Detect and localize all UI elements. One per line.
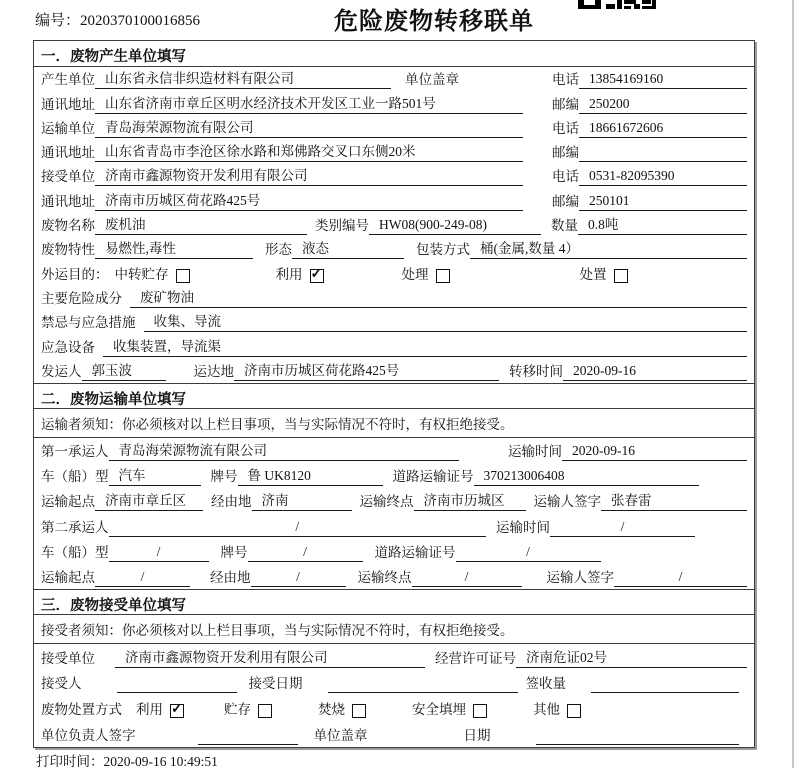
row-transfer-purpose bbox=[34, 261, 754, 285]
zip-label: 邮编 bbox=[552, 193, 579, 209]
address-label: 通讯地址 bbox=[41, 96, 95, 112]
row-emergency-equipment bbox=[34, 334, 754, 358]
waste-name-value: 废机油 bbox=[95, 213, 307, 235]
row-route-2 bbox=[34, 564, 754, 589]
carrier-signature-label: 运输人签字 bbox=[533, 494, 601, 510]
vehicle-type-value: 汽车 bbox=[109, 464, 201, 486]
disposal-other-checkbox bbox=[567, 704, 581, 718]
treat-checkbox bbox=[436, 269, 450, 283]
shipper-label: 发运人 bbox=[41, 363, 82, 379]
destination-label: 运达地 bbox=[193, 363, 234, 379]
transfer-time-label: 转移时间 bbox=[509, 363, 563, 379]
transporter-label: 运输单位 bbox=[41, 120, 95, 136]
producer-value: 山东省永信非织造材料有限公司 bbox=[95, 67, 391, 89]
producer-zip-value: 250200 bbox=[579, 96, 747, 114]
disposal-storage-checkbox bbox=[258, 704, 272, 718]
row-waste-name bbox=[34, 213, 754, 237]
row-shipper bbox=[34, 359, 754, 383]
emergency-equipment-label: 应急设备 bbox=[41, 339, 95, 355]
doc-number-label: 编号： bbox=[35, 13, 81, 29]
transit-storage-checkbox bbox=[176, 269, 190, 283]
option-label: 其他 bbox=[533, 702, 560, 718]
received-amount-value bbox=[591, 691, 739, 693]
transport-time-value: 2020-09-16 bbox=[562, 443, 747, 461]
row-second-carrier bbox=[34, 513, 754, 538]
row-receiver bbox=[34, 164, 754, 188]
producer-address-value: 山东省济南市章丘区明水经济技术开发区工业一路501号 bbox=[95, 92, 523, 114]
shipper-value: 郭玉波 bbox=[82, 359, 166, 381]
purpose-option-dispose bbox=[580, 263, 628, 284]
print-time-label: 打印时间： bbox=[36, 754, 104, 768]
zip-label: 邮编 bbox=[552, 145, 579, 161]
waste-traits-value: 易燃性,毒性 bbox=[95, 237, 253, 259]
section2-header: 二．废物运输单位填写 bbox=[34, 383, 754, 409]
section3-header: 三．废物接受单位填写 bbox=[34, 589, 754, 615]
first-carrier-value: 青岛海荣源物流有限公司 bbox=[109, 439, 459, 461]
row-route-1 bbox=[34, 488, 754, 513]
second-carrier-label: 第二承运人 bbox=[41, 519, 109, 535]
option-label: 处理 bbox=[401, 266, 429, 282]
receiver-notice: 接受者须知：你必须核对以上栏目事项，当与实际情况不符时，有权拒绝接受。 bbox=[34, 615, 754, 644]
option-label: 安全填埋 bbox=[412, 702, 466, 718]
endpoint-value: 济南市历城区 bbox=[414, 489, 526, 511]
carrier-signature-label: 运输人签字 bbox=[546, 569, 614, 585]
transporter-notice: 运输者须知：你必须核对以上栏目事项，当与实际情况不符时，有权拒绝接受。 bbox=[34, 409, 754, 438]
receiver-address-value: 济南市历城区荷花路425号 bbox=[95, 189, 523, 211]
row-waste-traits bbox=[34, 237, 754, 261]
manifest-form bbox=[33, 40, 755, 748]
taboo-measures-value: 收集、导流 bbox=[144, 310, 748, 332]
vehicle-type-label: 车（船）型 bbox=[41, 544, 109, 560]
origin-label: 运输起点 bbox=[41, 494, 95, 510]
page-title: 危险废物转移联单 bbox=[334, 9, 534, 35]
road-permit-value: 370213006408 bbox=[474, 468, 699, 486]
utilize-checkbox bbox=[310, 269, 324, 283]
transfer-purpose-label: 外运目的： bbox=[41, 266, 109, 282]
license-number-label: 经营许可证号 bbox=[435, 650, 516, 666]
qr-code-fragment bbox=[578, 0, 658, 9]
quantity-value: 0.8吨 bbox=[578, 213, 747, 235]
via-2-value: / bbox=[251, 569, 346, 587]
purpose-option-utilize bbox=[276, 263, 324, 284]
disposal-method-label: 废物处置方式 bbox=[41, 702, 122, 718]
unit-seal-label: 单位盖章 bbox=[313, 727, 368, 743]
road-permit-label: 道路运输证号 bbox=[392, 469, 474, 485]
quantity-label: 数量 bbox=[551, 218, 578, 234]
receiver-label: 接受单位 bbox=[41, 169, 95, 185]
row-producer bbox=[34, 67, 754, 91]
plate-number-label: 牌号 bbox=[210, 469, 238, 485]
receiver-value: 济南市鑫源物资开发利用有限公司 bbox=[95, 164, 523, 186]
recipient-label: 接受人 bbox=[41, 676, 82, 692]
date-value bbox=[536, 743, 740, 745]
packaging-value: 桶(金属,数量 4） bbox=[470, 237, 747, 259]
hazard-components-value: 废矿物油 bbox=[130, 286, 747, 308]
row-receiving-unit bbox=[34, 644, 754, 670]
print-time bbox=[36, 750, 218, 768]
option-label: 中转贮存 bbox=[114, 266, 169, 282]
phone-label: 电话 bbox=[552, 120, 579, 136]
date-label: 日期 bbox=[463, 727, 491, 743]
endpoint-label: 运输终点 bbox=[357, 569, 412, 585]
vehicle-type-label: 车（船）型 bbox=[41, 469, 109, 485]
row-receiver-address bbox=[34, 188, 754, 212]
hazard-components-label: 主要危险成分 bbox=[41, 290, 122, 306]
recipient-value bbox=[117, 691, 237, 693]
transfer-time-value: 2020-09-16 bbox=[563, 363, 747, 381]
doc-number bbox=[35, 9, 200, 30]
disposal-utilize-checkbox bbox=[170, 704, 184, 718]
via-label: 经由地 bbox=[210, 569, 251, 585]
phone-label: 电话 bbox=[552, 72, 579, 88]
zip-label: 邮编 bbox=[552, 96, 579, 112]
dispose-checkbox bbox=[614, 269, 628, 283]
destination-value: 济南市历城区荷花路425号 bbox=[234, 359, 499, 381]
endpoint-label: 运输终点 bbox=[359, 494, 414, 510]
taboo-measures-label: 禁忌与应急措施 bbox=[41, 315, 136, 331]
row-disposal-method bbox=[34, 695, 754, 721]
disposal-option-landfill bbox=[412, 698, 487, 719]
disposal-incinerate-checkbox bbox=[352, 704, 366, 718]
receive-date-label: 接受日期 bbox=[248, 676, 303, 692]
category-code-label: 类别编号 bbox=[315, 218, 369, 234]
option-label: 焚烧 bbox=[318, 702, 345, 718]
endpoint-2-value: / bbox=[412, 569, 522, 587]
option-label: 处置 bbox=[579, 266, 607, 282]
second-carrier-value: / bbox=[109, 519, 487, 537]
producer-phone-value: 13854169160 bbox=[579, 71, 747, 89]
option-label: 贮存 bbox=[224, 702, 251, 718]
phone-label: 电话 bbox=[552, 169, 579, 185]
emergency-equipment-value: 收集装置，导流渠 bbox=[103, 335, 747, 357]
page-edge-line bbox=[792, 0, 794, 768]
plate-number-value: 鲁 UK8120 bbox=[238, 464, 383, 486]
purpose-option-treat bbox=[402, 263, 450, 284]
disposal-option-other bbox=[533, 698, 581, 719]
disposal-option-utilize bbox=[136, 698, 184, 719]
waste-traits-label: 废物特性 bbox=[41, 242, 95, 258]
transport-time-2-value: / bbox=[550, 519, 695, 537]
plate-number-2-value: / bbox=[248, 544, 363, 562]
road-permit-label: 道路运输证号 bbox=[374, 544, 456, 560]
carrier-signature-2-value: / bbox=[614, 569, 747, 587]
print-time-value: 2020-09-16 10:49:51 bbox=[103, 754, 218, 768]
row-responsible-signature bbox=[34, 721, 754, 747]
transporter-value: 青岛海荣源物流有限公司 bbox=[95, 116, 523, 138]
receiving-unit-value: 济南市鑫源物资开发利用有限公司 bbox=[115, 646, 425, 668]
receiver-phone-value: 0531-82095390 bbox=[579, 168, 747, 186]
disposal-option-storage bbox=[224, 698, 272, 719]
transport-time-label: 运输时间 bbox=[508, 444, 562, 460]
transporter-address-value: 山东省青岛市李沧区徐水路和郑佛路交叉口东侧20米 bbox=[95, 140, 523, 162]
physical-form-value: 液态 bbox=[292, 237, 404, 259]
option-label: 利用 bbox=[275, 266, 303, 282]
responsible-signature-value bbox=[198, 743, 298, 745]
receive-date-value bbox=[328, 691, 518, 693]
transporter-zip-value bbox=[579, 160, 747, 162]
row-first-carrier bbox=[34, 438, 754, 463]
disposal-option-incinerate bbox=[318, 698, 366, 719]
row-vehicle-2 bbox=[34, 539, 754, 564]
physical-form-label: 形态 bbox=[265, 242, 292, 258]
road-permit-2-value: / bbox=[456, 544, 601, 562]
origin-label: 运输起点 bbox=[41, 569, 95, 585]
option-label: 利用 bbox=[136, 702, 163, 718]
disposal-landfill-checkbox bbox=[473, 704, 487, 718]
responsible-signature-label: 单位负责人签字 bbox=[41, 727, 136, 743]
address-label: 通讯地址 bbox=[41, 145, 95, 161]
receiver-zip-value: 250101 bbox=[579, 193, 747, 211]
origin-value: 济南市章丘区 bbox=[95, 489, 203, 511]
row-recipient bbox=[34, 670, 754, 696]
packaging-label: 包装方式 bbox=[416, 242, 470, 258]
row-taboo-measures bbox=[34, 310, 754, 334]
doc-number-value: 2020370100016856 bbox=[80, 13, 201, 29]
address-label: 通讯地址 bbox=[41, 193, 95, 209]
via-label: 经由地 bbox=[211, 494, 252, 510]
license-number-value: 济南危证02号 bbox=[516, 646, 747, 668]
unit-seal-label: 单位盖章 bbox=[405, 72, 459, 88]
received-amount-label: 签收量 bbox=[525, 676, 566, 692]
row-hazard-components bbox=[34, 286, 754, 310]
first-carrier-label: 第一承运人 bbox=[41, 444, 109, 460]
origin-2-value: / bbox=[95, 569, 190, 587]
vehicle-type-2-value: / bbox=[109, 544, 209, 562]
producer-label: 产生单位 bbox=[41, 72, 95, 88]
transport-time-label: 运输时间 bbox=[496, 519, 550, 535]
row-producer-address bbox=[34, 91, 754, 115]
plate-number-label: 牌号 bbox=[220, 544, 248, 560]
category-code-value: HW08(900-249-08) bbox=[369, 217, 541, 235]
carrier-signature-value: 张春雷 bbox=[601, 489, 747, 511]
section1-header: 一．废物产生单位填写 bbox=[34, 41, 754, 67]
row-transporter bbox=[34, 116, 754, 140]
row-transporter-address bbox=[34, 140, 754, 164]
row-vehicle-1 bbox=[34, 463, 754, 488]
purpose-option-transit-storage bbox=[115, 263, 190, 284]
waste-name-label: 废物名称 bbox=[41, 218, 95, 234]
via-value: 济南 bbox=[252, 489, 352, 511]
receiving-unit-label: 接受单位 bbox=[41, 650, 95, 666]
transporter-phone-value: 18661672606 bbox=[579, 120, 747, 138]
